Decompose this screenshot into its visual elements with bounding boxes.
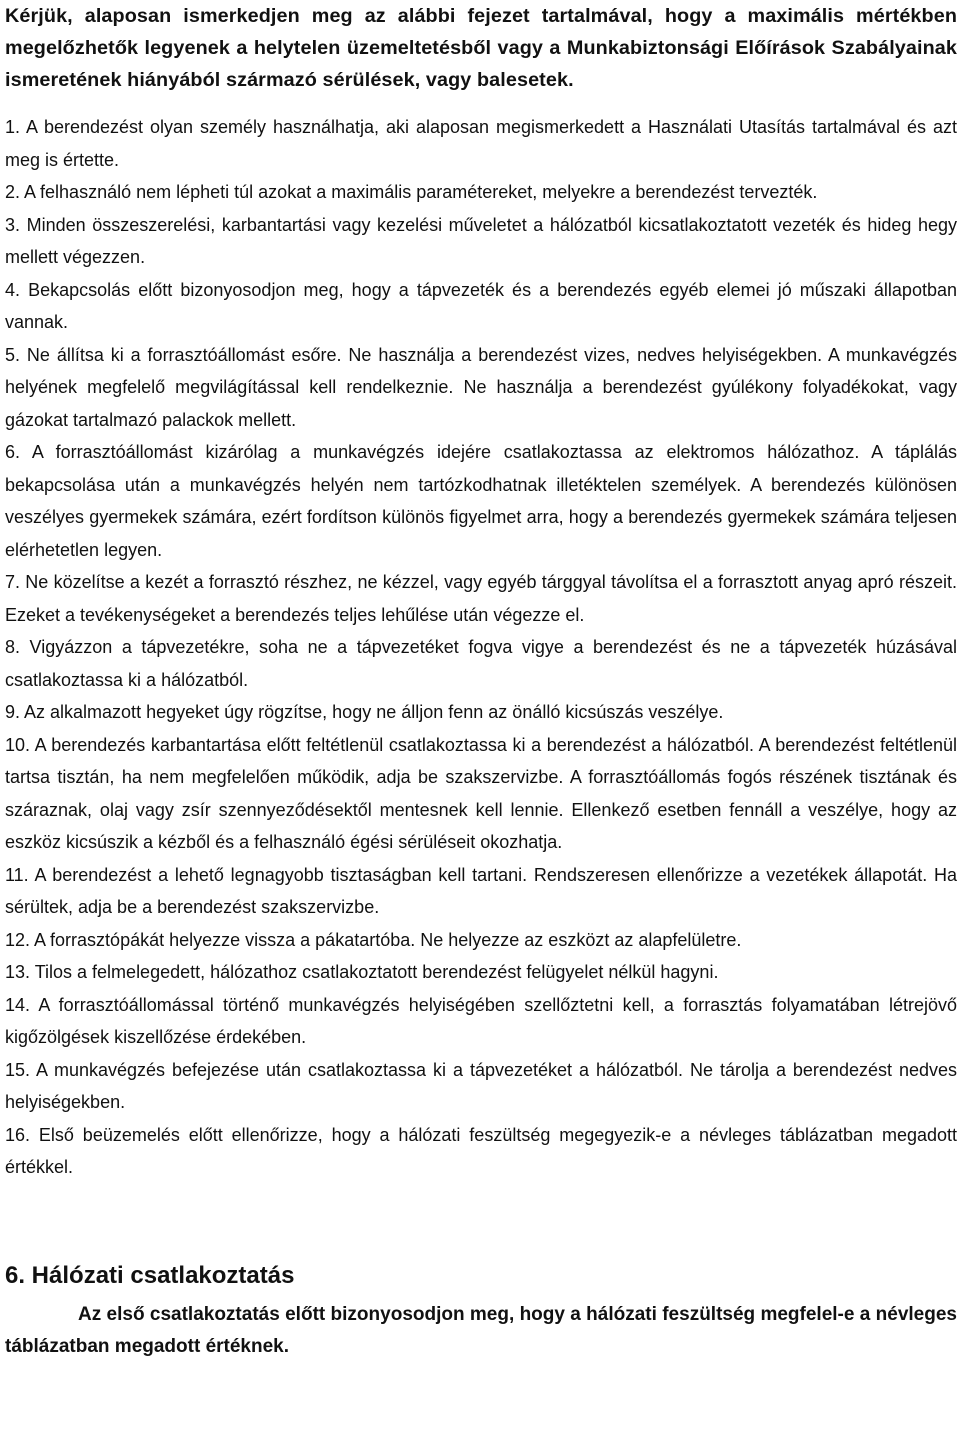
safety-rule-9: 9. Az alkalmazott hegyeket úgy rögzítse, hogy ne álljon fenn az önálló kicsúszás veszélye. — [5, 702, 724, 722]
safety-intro-paragraph: Kérjük, alaposan ismerkedjen meg az alábbi fejezet tartalmával, hogy a maximális mértékben megelőzhetők legyenek a helytelen üzemeltetésből vagy a Munkabiztonsági Előírások Szabályainak ismeretének hiányából származó sérülések, vagy balesetek. — [5, 5, 957, 91]
safety-rule-16: 16. Első beüzemelés előtt ellenőrizze, hogy a hálózati feszültség megegyezik-e a névleges táblázatban megadott értékkel. — [5, 1124, 957, 1177]
safety-rule-13: 13. Tilos a felmelegedett, hálózathoz csatlakoztatott berendezést felügyelet nélkül hagyni. — [5, 962, 719, 982]
safety-rule-11: 11. A berendezést a lehető legnagyobb tisztaságban kell tartani. Rendszeresen ellenőrizze a vezetékek állapotát. Ha sérültek, adja be a berendezést szakszervizbe. — [5, 864, 957, 917]
safety-rule-4: 4. Bekapcsolás előtt bizonyosodjon meg, hogy a tápvezeték és a berendezés egyéb elemei jó műszaki állapotban vannak. — [5, 279, 957, 332]
document-page — [5, 0, 957, 1363]
section-body-paragraph: Az első csatlakoztatás előtt bizonyosodjon meg, hogy a hálózati feszültség megfelel-e a névleges táblázatban megadott értéknek. — [5, 1303, 957, 1357]
safety-rules-list — [5, 111, 957, 1184]
safety-rule-2: 2. A felhasználó nem lépheti túl azokat a maximális paramétereket, melyekre a berendezést tervezték. — [5, 182, 818, 202]
safety-rule-6: 6. A forrasztóállomást kizárólag a munkavégzés idejére csatlakoztassa az elektromos hálózathoz. A táplálás bekapcsolása után a munkavégzés helyén nem tartózkodhatnak illetéktelen személyek. A berendezés különösen veszélyes gyermekek számára, ezért fordítson különös figyelmet arra, hogy a berendezés gyermekek számára teljesen elérhetetlen legyen. — [5, 442, 957, 560]
safety-rule-12: 12. A forrasztópákát helyezze vissza a pákatartóba. Ne helyezze az eszközt az alapfelületre. — [5, 929, 742, 950]
safety-rule-14: 14. A forrasztóállomással történő munkavégzés helyiségében szellőztetni kell, a forrasztás folyamatában létrejövő kigőzölgések kiszellőzése érdekében. — [5, 994, 957, 1047]
safety-rule-10: 10. A berendezés karbantartása előtt feltétlenül csatlakoztassa ki a berendezést a hálózatból. A berendezést feltétlenül tartsa tisztán, ha nem megfelelően működik, adja be szakszervizbe. A forrasztóállomás fogós részének tisztának és száraznak, olaj vagy zsír szennyeződésektől mentesnek kell lennie. Ellenkező esetben fennáll a veszélye, hogy az eszköz kicsúszik a kézből és a felhasználó égési sérüléseit okozhatja. — [5, 734, 957, 852]
safety-rule-15: 15. A munkavégzés befejezése után csatlakoztassa ki a tápvezetéket a hálózatból. Ne tárolja a berendezést nedves helyiségekben. — [5, 1059, 957, 1112]
safety-rule-1: 1. A berendezést olyan személy használhatja, aki alaposan megismerkedett a Használati Utasítás tartalmával és azt meg is értette. — [5, 117, 957, 170]
safety-rule-5: 5. Ne állítsa ki a forrasztóállomást esőre. Ne használja a berendezést vizes, nedves helyiségekben. A munkavégzés helyének megfelelő megvilágítással kell rendelkeznie. Ne használja a berendezést gyúlékony folyadékokat, vagy gázokat tartalmazó palackok mellett. — [5, 344, 957, 430]
safety-rule-8: 8. Vigyázzon a tápvezetékre, soha ne a tápvezetéket fogva vigye a berendezést és ne a tápvezeték húzásával csatlakoztassa ki a hálózatból. — [5, 637, 957, 690]
safety-rule-7: 7. Ne közelítse a kezét a forrasztó részhez, ne kézzel, vagy egyéb tárggyal távolítsa el a forrasztott anyag apró részeit. Ezeket a tevékenységeket a berendezés teljes lehűlése után végezze el. — [5, 572, 957, 625]
section-heading: 6. Hálózati csatlakoztatás — [5, 1261, 295, 1289]
safety-rule-3: 3. Minden összeszerelési, karbantartási vagy kezelési műveletet a hálózatból kicsatlakoztatott vezeték és hideg hegy mellett végezzen. — [5, 214, 957, 267]
